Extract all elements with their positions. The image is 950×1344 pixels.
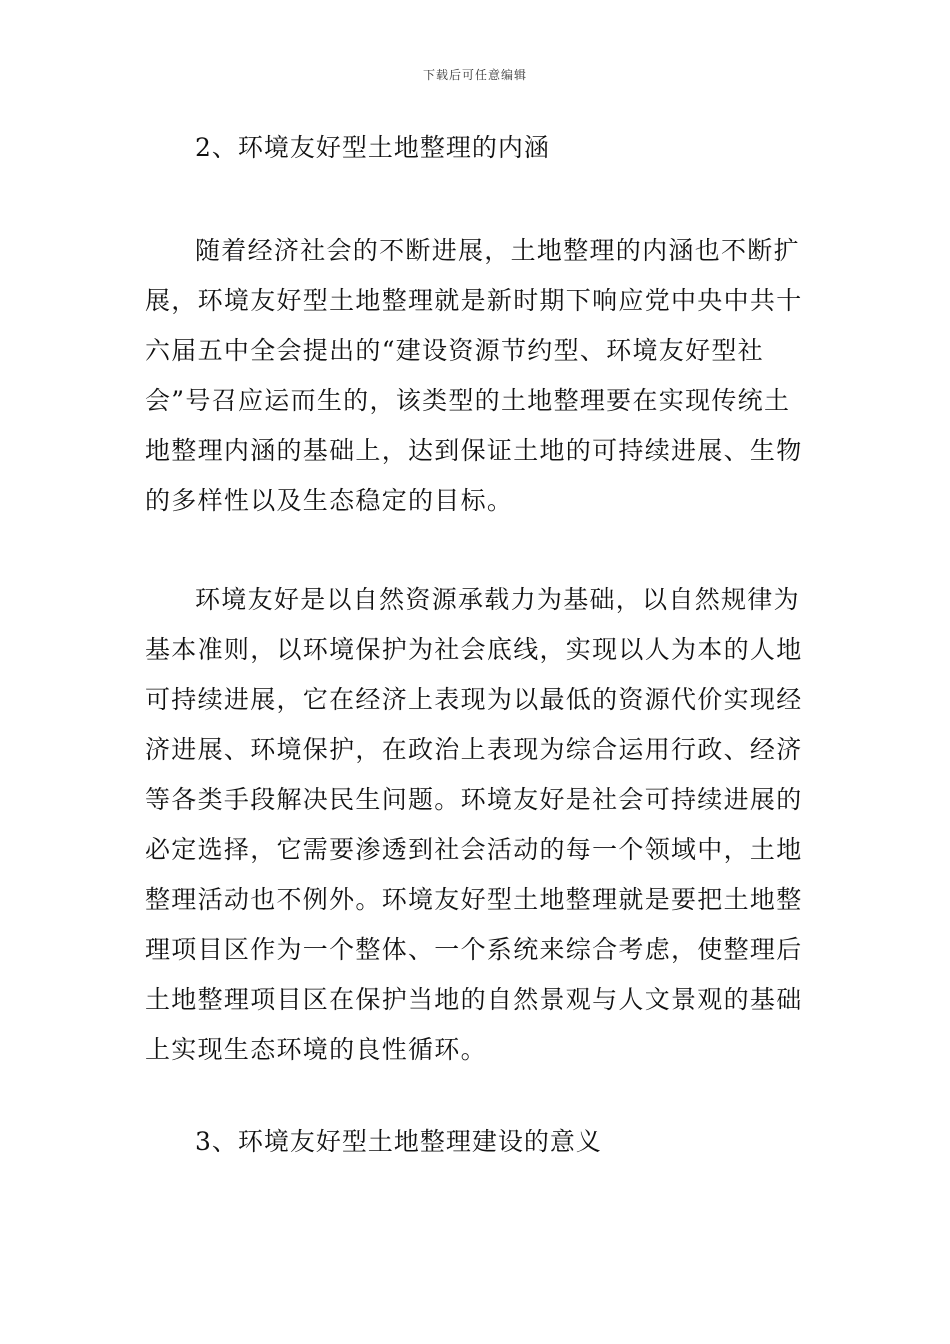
paragraph-line: 展，环境友好型土地整理就是新时期下响应党中央中共十: [145, 286, 803, 315]
paragraph-line: 上实现生态环境的良性循环。: [145, 1035, 487, 1064]
section-heading-3: 3、环境友好型土地整理建设的意义: [195, 1127, 602, 1156]
paragraph-line: 地整理内涵的基础上，达到保证土地的可持续进展、生物: [145, 436, 803, 465]
paragraph-1: [145, 226, 810, 526]
paragraph-line: 的多样性以及生态稳定的目标。: [145, 486, 514, 515]
paragraph-line: 基本准则，以环境保护为社会底线，实现以人为本的人地: [145, 635, 803, 664]
paragraph-line: 会”号召应运而生的，该类型的土地整理要在实现传统土: [145, 386, 791, 415]
paragraph-line: 必定选择，它需要渗透到社会活动的每一个领域中，土地: [145, 835, 803, 864]
paragraph-line: 六届五中全会提出的“建设资源节约型、环境友好型社: [145, 336, 764, 365]
paragraph-line: 济进展、环境保护，在政治上表现为综合运用行政、经济: [145, 735, 803, 764]
paragraph-line: 土地整理项目区在保护当地的自然景观与人文景观的基础: [145, 985, 803, 1014]
paragraph-line: 随着经济社会的不断进展，土地整理的内涵也不断扩: [195, 236, 800, 265]
paragraph-2: [145, 575, 810, 1075]
section-heading-2: 2、环境友好型土地整理的内涵: [195, 133, 550, 162]
paragraph-line: 理项目区作为一个整体、一个系统来综合考虑，使整理后: [145, 935, 803, 964]
paragraph-line: 可持续进展，它在经济上表现为以最低的资源代价实现经: [145, 685, 803, 714]
paragraph-line: 等各类手段解决民生问题。环境友好是社会可持续进展的: [145, 785, 803, 814]
header-note: 下载后可任意编辑: [422, 68, 527, 82]
paragraph-line: 整理活动也不例外。环境友好型土地整理就是要把土地整: [145, 885, 803, 914]
paragraph-line: 环境友好是以自然资源承载力为基础，以自然规律为: [195, 585, 800, 614]
